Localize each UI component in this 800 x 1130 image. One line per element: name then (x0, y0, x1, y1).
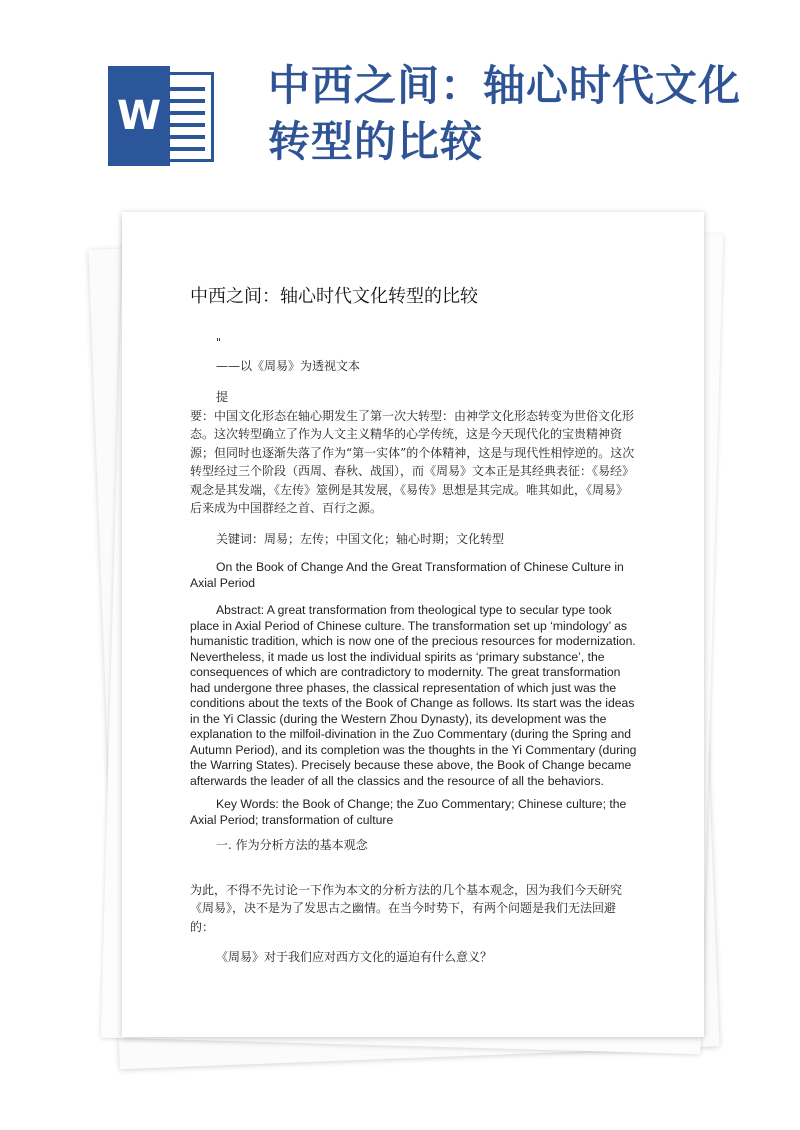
doc-line-icon (165, 87, 205, 91)
document-title: 中西之间：轴心时代文化转型的比较 (190, 286, 478, 307)
doc-line-icon (165, 147, 205, 151)
word-app-icon (108, 66, 218, 166)
section-heading: 一. 作为分析方法的基本观念 (216, 838, 368, 852)
abstract-cn: 要：中国文化形态在轴心期发生了第一次大转型：由神学文化形态转变为世俗文化形态。这次转型确立了作为人文主义精华的心学传统，这是今天现代化的宝贵精神资源；但同时也逐渐失落了作为“第一实体”的个体精神，这是与现代性相悖逆的。这次转型经过三个阶段（西周、春秋、战国），而《周易》文本正是其经典表征：《易经》观念是其发端，《左传》筮例是其发展，《易传》思想是其完成。唯其如此，《周易》后来成为中国群经之首、百行之源。 (190, 408, 635, 515)
question-paragraph: 《周易》对于我们应对西方文化的逼迫有什么意义？ (216, 950, 493, 964)
word-letter-tile: W (108, 66, 170, 166)
doc-line-icon (165, 123, 205, 127)
doc-line-icon (165, 99, 205, 103)
document-content (190, 282, 638, 967)
document-subtitle: ——以《周易》为透视文本 (216, 359, 361, 373)
keywords-en: Key Words: the Book of Change; the Zuo Commentary; Chinese culture; the Axial Period; transformation of culture (190, 797, 627, 827)
keywords-cn: 关键词：周易；左传；中国文化；轴心时期；文化转型 (216, 531, 505, 546)
english-title: On the Book of Change And the Great Transformation of Chinese Culture in Axial Period (190, 560, 624, 590)
doc-line-icon (165, 135, 205, 139)
document-page (122, 212, 704, 1037)
body-paragraph: 为此，不得不先讨论一下作为本文的分析方法的几个基本观念，因为我们今天研究《周易》，决不是为了发思古之幽情。在当今时势下，有两个问题是我们无法回避的： (190, 882, 623, 934)
abstract-label: 提 (216, 390, 229, 404)
banner (0, 0, 800, 210)
abstract-en: Abstract: A great transformation from theological type to secular type took place in Axial Period of Chinese culture. The transformation set up ‘mindology’ as humanistic tradition, which is now one of the precious resources for modernization. Nevertheless, it made us lost the individual spirits as ‘primary substance’, the consequences of which are contradictory to modernity. The great transformation had undergone three phases, the classical representation of which just was the conditions about the texts of the Book of Change as follows. Its start was the ideas in the Yi Classic (during the Western Zhou Dynasty), its development was the explanation to the milfoil-divination in the Zuo Commentary (during the Spring and Autumn Period), and its completion was the thoughts in the Yi Commentary (during the Warring States). Precisely because these above, the Book of Change became afterwards the leader of all the classics and the resource of all the behaviors. (190, 603, 637, 788)
doc-line-icon (165, 111, 205, 115)
banner-title: 中西之间：轴心时代文化转型的比较 (268, 61, 742, 166)
quote-mark: " (216, 336, 222, 349)
